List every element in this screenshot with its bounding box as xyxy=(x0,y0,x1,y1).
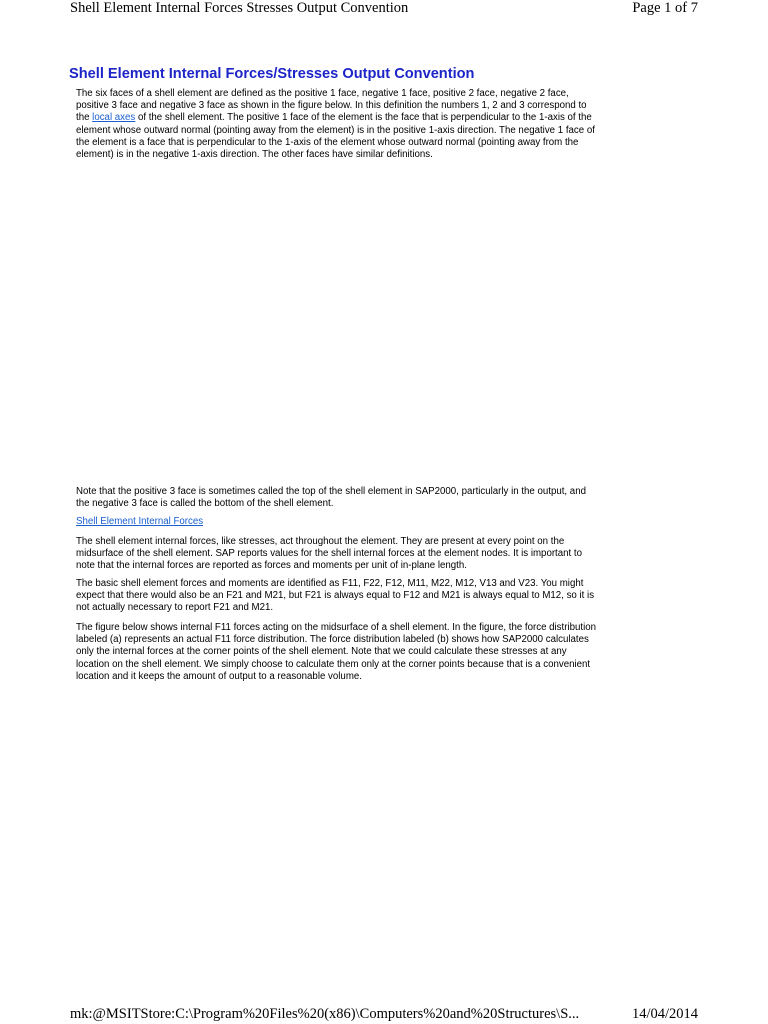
print-footer-date: 14/04/2014 xyxy=(631,1006,698,1022)
figure-line: only the internal forces at the corner points of the shell element. Note that we could calculate these stresses at any xyxy=(76,646,567,658)
note-line: Note that the positive 3 face is sometimes called the top of the shell element in SAP2000, particularly in the output, and xyxy=(76,486,586,497)
shell-faces-figure-area xyxy=(76,170,696,480)
figure-line: location and it keeps the amount of output to a reasonable volume. xyxy=(76,670,362,682)
figure-line: The figure below shows internal F11 forces acting on the midsurface of a shell element. In the figure, the force distribution xyxy=(76,622,596,633)
figure-line: labeled (a) represents an actual F11 force distribution. The force distribution labeled (b) shows how SAP2000 calculates xyxy=(76,634,589,646)
intro-line: The six faces of a shell element are defined as the positive 1 face, negative 1 face, positive 2 face, negative 2 face, xyxy=(76,88,569,99)
f11-force-figure-area xyxy=(76,690,696,990)
basic-line: expect that there would also be an F21 and M21, but F21 is always equal to F12 and M21 is always equal to M12, so it is xyxy=(76,590,595,602)
note-paragraph xyxy=(76,486,696,510)
basic-line: not actually necessary to report F21 and M21. xyxy=(76,602,274,614)
forces-line: note that the internal forces are reported as forces and moments per unit of in-plane length. xyxy=(76,560,467,572)
print-header-page-number: Page 1 of 7 xyxy=(632,0,698,16)
figure-description-paragraph xyxy=(76,622,696,683)
print-footer xyxy=(70,1006,698,1024)
forces-line: midsurface of the shell element. SAP reports values for the shell internal forces at the element nodes. It is important to xyxy=(76,548,582,560)
intro-line: the element is a face that is perpendicular to the 1-axis of the element whose outward normal (pointing away from the xyxy=(76,136,579,148)
page-title: Shell Element Internal Forces/Stresses Output Convention xyxy=(69,66,475,82)
print-header-title: Shell Element Internal Forces Stresses Output Convention xyxy=(70,0,409,16)
note-line: the negative 3 face is called the bottom of the shell element. xyxy=(76,498,334,510)
forces-line: The shell element internal forces, like stresses, act throughout the element. They are present at every point on the xyxy=(76,536,565,547)
shell-element-internal-forces-link[interactable]: Shell Element Internal Forces xyxy=(76,516,204,527)
intro-text: the xyxy=(76,112,93,124)
basic-line: The basic shell element forces and moments are identified as F11, F22, F12, M11, M22, M12, V13 and V23. You might xyxy=(76,578,584,589)
intro-text: of the shell element. The positive 1 face of the element is the face that is perpendicular to the 1-axis of the xyxy=(135,112,592,124)
basic-forces-paragraph xyxy=(76,578,696,615)
internal-forces-paragraph xyxy=(76,536,696,573)
figure-line: location on the shell element. We simply choose to calculate them only at the corner points because that is a convenient xyxy=(76,658,591,670)
local-axes-link[interactable]: local axes xyxy=(92,112,136,124)
intro-line xyxy=(76,112,696,124)
print-footer-url: mk:@MSITStore:C:\Program%20Files%20(x86)\Computers%20and%20Structures\S... xyxy=(70,1006,580,1022)
print-header xyxy=(70,0,698,18)
intro-line: element) is in the negative 1-axis direction. The other faces have similar definitions. xyxy=(76,149,433,161)
intro-line: positive 3 face and negative 3 face as shown in the figure below. In this definition the numbers 1, 2 and 3 correspond to xyxy=(76,100,587,112)
intro-paragraph xyxy=(76,88,696,161)
intro-line: element whose outward normal (pointing away from the element) is in the positive 1-axis direction. The negative 1 face of xyxy=(76,124,595,136)
